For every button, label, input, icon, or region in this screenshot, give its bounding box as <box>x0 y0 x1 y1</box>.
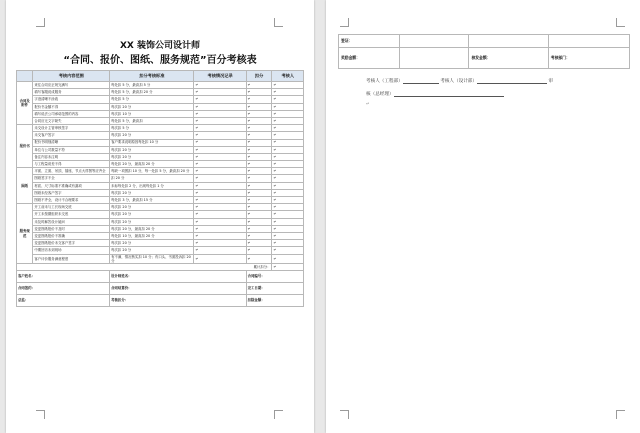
deduction-cell: ↵ <box>246 232 272 239</box>
assessment-content-cell: 填写说法公司承诺范围的内容 <box>33 110 110 117</box>
assessment-content-cell: 字迹清晰不涂改 <box>33 96 110 103</box>
deduction-cell: ↵ <box>246 218 272 225</box>
record-cell: ↵ <box>194 103 246 110</box>
deduction-standard-cell: 每次扣 20 分 <box>110 103 194 110</box>
assessor-cell: ↵ <box>272 232 304 239</box>
record-cell: ↵ <box>194 153 246 160</box>
signature-blank <box>477 78 547 84</box>
record-cell: ↵ <box>194 132 246 139</box>
deduction-standard-cell: 每次扣 20 分，最高扣 20 分 <box>110 225 194 232</box>
assessor-cell: ↵ <box>272 204 304 211</box>
assessment-content-cell: 材质、尺寸标准不准确或有漏项 <box>33 182 110 189</box>
continuation-table <box>338 34 630 69</box>
table-row <box>17 254 304 263</box>
table-row <box>17 232 304 239</box>
deduction-standard-cell: 每处扣 3 分，最高扣 15 分 <box>110 197 194 204</box>
assessment-content-cell: 备注内容未注明 <box>33 153 110 160</box>
table-row <box>17 146 304 153</box>
record-cell: ↵ <box>194 96 246 103</box>
table-row <box>339 35 630 48</box>
footer-field: 设计师姓名： <box>110 271 247 283</box>
table-row <box>339 48 630 69</box>
crop-mark-top-left <box>36 18 45 27</box>
footer-field: 扣除金额： <box>246 295 303 307</box>
assessment-content-cell: 单位与公司数量不符 <box>33 146 110 153</box>
deduction-cell: ↵ <box>246 204 272 211</box>
assessment-content-cell: 客户评价服务满意程度 <box>33 254 110 263</box>
assessor-cell: ↵ <box>272 189 304 196</box>
header-assessor: 考核人 <box>272 71 304 82</box>
deduction-standard-cell: 每处扣 5 分，最高扣 20 分 <box>110 89 194 96</box>
table-row <box>17 175 304 182</box>
table-cell: 奖励金额： <box>339 48 400 69</box>
deduction-standard-cell: 扣 20 分 <box>110 175 194 182</box>
footer-row <box>17 295 304 307</box>
assessment-table <box>16 70 304 307</box>
record-cell: ↵ <box>194 161 246 168</box>
record-cell: ↵ <box>194 247 246 254</box>
footer-field: 客户姓名： <box>17 271 110 283</box>
assessment-content-cell: 图纸未经客户签字 <box>33 189 110 196</box>
table-header-row <box>17 71 304 82</box>
deduction-standard-cell: 每次扣 20 分 <box>110 247 194 254</box>
assessment-content-cell: 图纸不齐全，设计不合理要求 <box>33 197 110 204</box>
deduction-cell: ↵ <box>246 211 272 218</box>
assessment-content-cell: 变更图纸报价未交客户签字 <box>33 240 110 247</box>
assessment-content-cell: 变更图纸报价不及时 <box>33 225 110 232</box>
assessor-cell: ↵ <box>272 82 304 89</box>
assessor-cell: ↵ <box>272 96 304 103</box>
deduction-standard-cell: 未标每处扣 2 分，出现每处扣 1 分 <box>110 182 194 189</box>
deduction-cell: ↵ <box>246 125 272 132</box>
deduction-cell: ↵ <box>246 247 272 254</box>
record-cell: ↵ <box>194 175 246 182</box>
header-record: 考核情况记录 <box>194 71 246 82</box>
assessor-cell: ↵ <box>272 89 304 96</box>
footer-field: 合同结算价： <box>110 283 247 295</box>
assessor-cell: ↵ <box>272 225 304 232</box>
deduction-cell: ↵ <box>246 240 272 247</box>
table-row <box>17 89 304 96</box>
sign-approve-label: 审 <box>548 79 554 84</box>
assessor-cell: ↵ <box>272 168 304 175</box>
assessment-content-cell: 变更图纸报价不准确 <box>33 232 110 239</box>
table-row <box>17 117 304 124</box>
deduction-standard-cell: 每处扣 5 分，最高扣 5 分 <box>110 82 194 89</box>
sign-engineering-label: 考核人（工程部） <box>366 79 403 84</box>
record-cell: ↵ <box>194 218 246 225</box>
assessor-cell: ↵ <box>272 240 304 247</box>
header-category <box>17 71 33 82</box>
deduction-cell: ↵ <box>246 89 272 96</box>
total-value: ↵ <box>272 263 304 270</box>
deduction-cell: ↵ <box>246 175 272 182</box>
sign-design-label: 考核人（设计部） <box>440 79 477 84</box>
deduction-cell: ↵ <box>246 153 272 160</box>
deduction-cell: ↵ <box>246 225 272 232</box>
deduction-standard-cell: 每次扣 20 分 <box>110 189 194 196</box>
header-standard: 扣分考核标准 <box>110 71 194 82</box>
assessor-cell: ↵ <box>272 117 304 124</box>
assessor-cell: ↵ <box>272 110 304 117</box>
deduction-standard-cell: 每处扣 10 分，最高扣 20 分 <box>110 232 194 239</box>
table-cell: 签证： <box>339 35 400 48</box>
table-row <box>17 161 304 168</box>
table-row <box>17 125 304 132</box>
assessment-content-cell: 报价书金额不得 <box>33 103 110 110</box>
assessor-cell: ↵ <box>272 175 304 182</box>
record-cell: ↵ <box>194 168 246 175</box>
deduction-standard-cell: 每次扣 20 分 <box>110 146 194 153</box>
assessment-content-cell: 图纸签字不全 <box>33 175 110 182</box>
form-title: “合同、报价、图纸、服务规范”百分考核表 <box>63 55 257 66</box>
deduction-standard-cell: 每次扣 20 分 <box>110 211 194 218</box>
record-cell: ↵ <box>194 189 246 196</box>
deduction-standard-cell: 每次扣 20 分 <box>110 132 194 139</box>
total-label: 累计扣分： <box>17 263 272 270</box>
record-cell: ↵ <box>194 211 246 218</box>
table-cell <box>469 35 548 48</box>
footer-row <box>17 283 304 295</box>
assessment-content-cell: 开工未按期组织未交底 <box>33 211 110 218</box>
record-cell: ↵ <box>194 89 246 96</box>
crop-mark-top-right <box>274 18 283 27</box>
assessment-content-cell: 未及时解答设计疑问 <box>33 218 110 225</box>
record-cell: ↵ <box>194 110 246 117</box>
table-cell <box>548 35 629 48</box>
assessor-cell: ↵ <box>272 254 304 263</box>
footer-field: 完工日期： <box>246 283 303 295</box>
deduction-standard-cell: 每次扣 20 分 <box>110 153 194 160</box>
header-content: 考核内容范围 <box>33 71 110 82</box>
table-row <box>17 132 304 139</box>
record-cell: ↵ <box>194 117 246 124</box>
table-row <box>17 182 304 189</box>
assessment-content-cell: 未交设计主管审核签字 <box>33 125 110 132</box>
deduction-cell: ↵ <box>246 103 272 110</box>
deduction-standard-cell: 每处扣 5 分 <box>110 96 194 103</box>
table-row <box>17 197 304 204</box>
crop-mark-bottom-right <box>274 410 283 419</box>
assessor-cell: ↵ <box>272 182 304 189</box>
deduction-standard-cell: 每次扣 5 分 <box>110 125 194 132</box>
record-cell: ↵ <box>194 204 246 211</box>
deduction-cell: ↵ <box>246 161 272 168</box>
table-cell <box>399 48 469 69</box>
assessment-content-cell: 未交客户签字 <box>33 132 110 139</box>
deduction-cell: ↵ <box>246 96 272 103</box>
deduction-cell: ↵ <box>246 117 272 124</box>
table-cell: 考核部门： <box>548 48 629 69</box>
deduction-standard-cell: 每处扣 5 分，最高扣 <box>110 117 194 124</box>
table-row <box>17 153 304 160</box>
record-cell: ↵ <box>194 197 246 204</box>
document-page-2 <box>326 0 640 433</box>
assessor-cell: ↵ <box>272 132 304 139</box>
table-row <box>17 96 304 103</box>
crop-mark-top-left <box>340 18 349 27</box>
record-cell: ↵ <box>194 125 246 132</box>
table-row <box>17 204 304 211</box>
table-row <box>17 218 304 225</box>
table-row <box>17 247 304 254</box>
assessor-cell: ↵ <box>272 153 304 160</box>
assessment-content-cell: 中期回访未到现场 <box>33 247 110 254</box>
table-row <box>17 82 304 89</box>
assessment-content-cell: 报价书明细清晰 <box>33 139 110 146</box>
crop-mark-bottom-left <box>36 410 45 419</box>
assessor-cell: ↵ <box>272 218 304 225</box>
signature-blank <box>394 91 504 97</box>
deduction-cell: ↵ <box>246 146 272 153</box>
footer-field: 合同编号： <box>246 271 303 283</box>
signature-blank <box>403 78 439 84</box>
deduction-standard-cell: 每次扣 20 分 <box>110 204 194 211</box>
deduction-standard-cell: 每缺一项图扣 10 分，每一处扣 5 分，最高扣 20 分 <box>110 168 194 175</box>
assessor-cell: ↵ <box>272 125 304 132</box>
assessment-content-cell: 填写客服说成服务 <box>33 89 110 96</box>
assessor-cell: ↵ <box>272 247 304 254</box>
paragraph-mark: ↵ <box>366 102 370 107</box>
deduction-cell: ↵ <box>246 189 272 196</box>
record-cell: ↵ <box>194 240 246 247</box>
assessment-content-cell: 与工程量误差不得 <box>33 161 110 168</box>
total-row <box>17 263 304 270</box>
deduction-standard-cell: 每次扣 20 分 <box>110 218 194 225</box>
table-row <box>17 139 304 146</box>
table-row <box>17 211 304 218</box>
section-category: 合同及附件 <box>17 82 33 125</box>
footer-row <box>17 271 304 283</box>
deduction-cell: ↵ <box>246 197 272 204</box>
deduction-standard-cell: 有不满，情况核实扣 10 分；有口头、书面投诉扣 20 分 <box>110 254 194 263</box>
crop-mark-bottom-right <box>616 410 625 419</box>
deduction-cell: ↵ <box>246 139 272 146</box>
footer-field: 考核扣分： <box>110 295 247 307</box>
deduction-cell: ↵ <box>246 182 272 189</box>
section-category: 报价书 <box>17 125 33 168</box>
record-cell: ↵ <box>194 254 246 263</box>
assessor-cell: ↵ <box>272 103 304 110</box>
table-cell: 核发金额： <box>469 48 548 69</box>
document-page-1 <box>6 0 314 433</box>
section-category: 服务规范 <box>17 204 33 264</box>
assessment-content-cell: 来往合同应正规完满写 <box>33 82 110 89</box>
signature-line-2 <box>366 91 504 97</box>
deduction-cell: ↵ <box>246 254 272 263</box>
header-deduction: 扣分 <box>246 71 272 82</box>
table-row <box>17 103 304 110</box>
table-row <box>17 168 304 175</box>
assessment-content-cell: 合同应无文字缺失 <box>33 117 110 124</box>
deduction-standard-cell: 每次扣 20 分 <box>110 240 194 247</box>
deduction-standard-cell: 每处扣 20 分，最高扣 20 分 <box>110 161 194 168</box>
assessor-cell: ↵ <box>272 146 304 153</box>
deduction-cell: ↵ <box>246 168 272 175</box>
deduction-cell: ↵ <box>246 132 272 139</box>
footer-field: 合同签约： <box>17 283 110 295</box>
assessment-content-cell: 平面、立面、吊顶、插座、节点大样图等应齐全 <box>33 168 110 175</box>
crop-mark-bottom-left <box>340 410 349 419</box>
deduction-cell: ↵ <box>246 110 272 117</box>
footer-field: 总监： <box>17 295 110 307</box>
record-cell: ↵ <box>194 232 246 239</box>
assessor-cell: ↵ <box>272 139 304 146</box>
deduction-standard-cell: 每次扣 10 分 <box>110 110 194 117</box>
sign-manager-label: 核（总经理） <box>366 92 394 97</box>
table-row <box>17 110 304 117</box>
record-cell: ↵ <box>194 139 246 146</box>
table-row <box>17 240 304 247</box>
assessor-cell: ↵ <box>272 211 304 218</box>
assessor-cell: ↵ <box>272 197 304 204</box>
deduction-standard-cell: 客户要求说明原因每处扣 10 分 <box>110 139 194 146</box>
record-cell: ↵ <box>194 182 246 189</box>
crop-mark-top-right <box>616 18 625 27</box>
table-row <box>17 225 304 232</box>
assessment-content-cell: 开工前未与工长现场交底 <box>33 204 110 211</box>
deduction-cell: ↵ <box>246 82 272 89</box>
table-row <box>17 189 304 196</box>
record-cell: ↵ <box>194 146 246 153</box>
company-title: XX 装饰公司设计师 <box>119 41 200 51</box>
section-category: 图纸 <box>17 168 33 204</box>
record-cell: ↵ <box>194 225 246 232</box>
record-cell: ↵ <box>194 82 246 89</box>
assessor-cell: ↵ <box>272 161 304 168</box>
table-cell <box>399 35 469 48</box>
signature-line-1 <box>366 78 553 84</box>
